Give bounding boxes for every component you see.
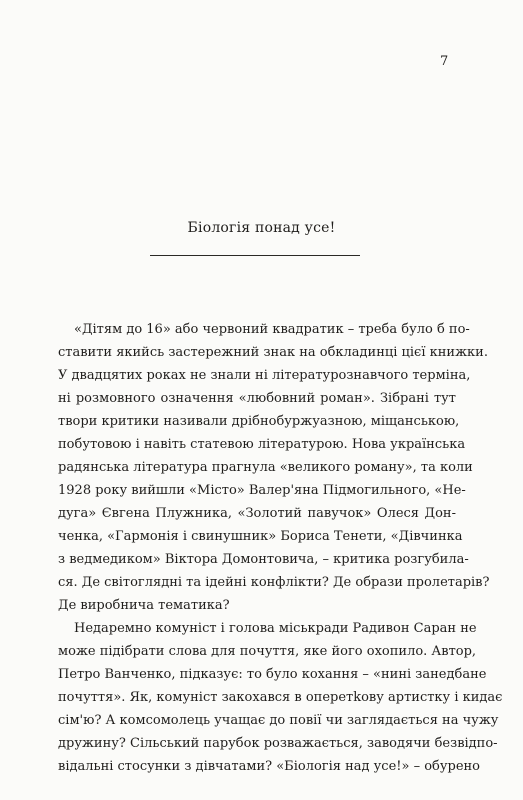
text-line: ні розмовного означення «любовний роман». Зібрані тут — [58, 391, 456, 406]
text-line: ся. Де світоглядні та ідейні конфлікти? Де образи пролетарів? — [58, 575, 490, 590]
chapter-title: Біологія понад усе! — [187, 220, 336, 236]
text-line: дружину? Сільський парубок розважається, заводячи безвідпо- — [58, 736, 498, 751]
title-underline — [150, 255, 360, 256]
text-line: з ведмедиком» Віктора Домонтовича, – критика розгубила- — [58, 552, 469, 567]
text-line: твори критики називали дрібнобуржуазною, міщанською, — [58, 414, 460, 429]
page-number: 7 — [440, 54, 449, 69]
text-line: 1928 року вийшли «Місто» Валер'яна Підмогильного, «Не- — [58, 483, 466, 498]
text-line: ставити якийсь застережний знак на обкладинці цієї книжки. — [58, 345, 488, 360]
text-line: може підібрати слова для почуття, яке його охопило. Автор, — [58, 644, 477, 659]
text-line: відальні стосунки з дівчатами? «Біологія над усе!» – обурено — [58, 759, 481, 774]
text-line: Де виробнича тематика? — [58, 598, 230, 613]
text-line: почуття». Як, комуніст закохався в оперетkову артистку і кидає — [58, 690, 503, 705]
text-line: ченка, «Гармонія і свинушник» Бориса Тенети, «Дівчинка — [58, 529, 463, 544]
text-line: У двадцятих роках не знали ні літературознавчого терміна, — [58, 368, 471, 383]
text-line: Недаремно комуніст і голова міськради Радивон Саран не — [74, 621, 477, 636]
text-line: «Дітям до 16» або червоний квадратик – треба було б по- — [74, 322, 470, 337]
text-line: Петро Ванченко, підказує: то було кохання – «нині занедбане — [58, 667, 487, 682]
text-line: дуга» Євгена Плужника, «Золотий павучок» Олеся Дон- — [58, 506, 456, 521]
text-line: радянська література прагнула «великого роману», та коли — [58, 460, 473, 475]
text-line: сім'ю? А комсомолець учащає до повії чи заглядається на чужу — [58, 713, 499, 728]
body-text — [58, 318, 503, 778]
text-line: побутовою і навіть статевою літературою. Нова українська — [58, 437, 466, 452]
